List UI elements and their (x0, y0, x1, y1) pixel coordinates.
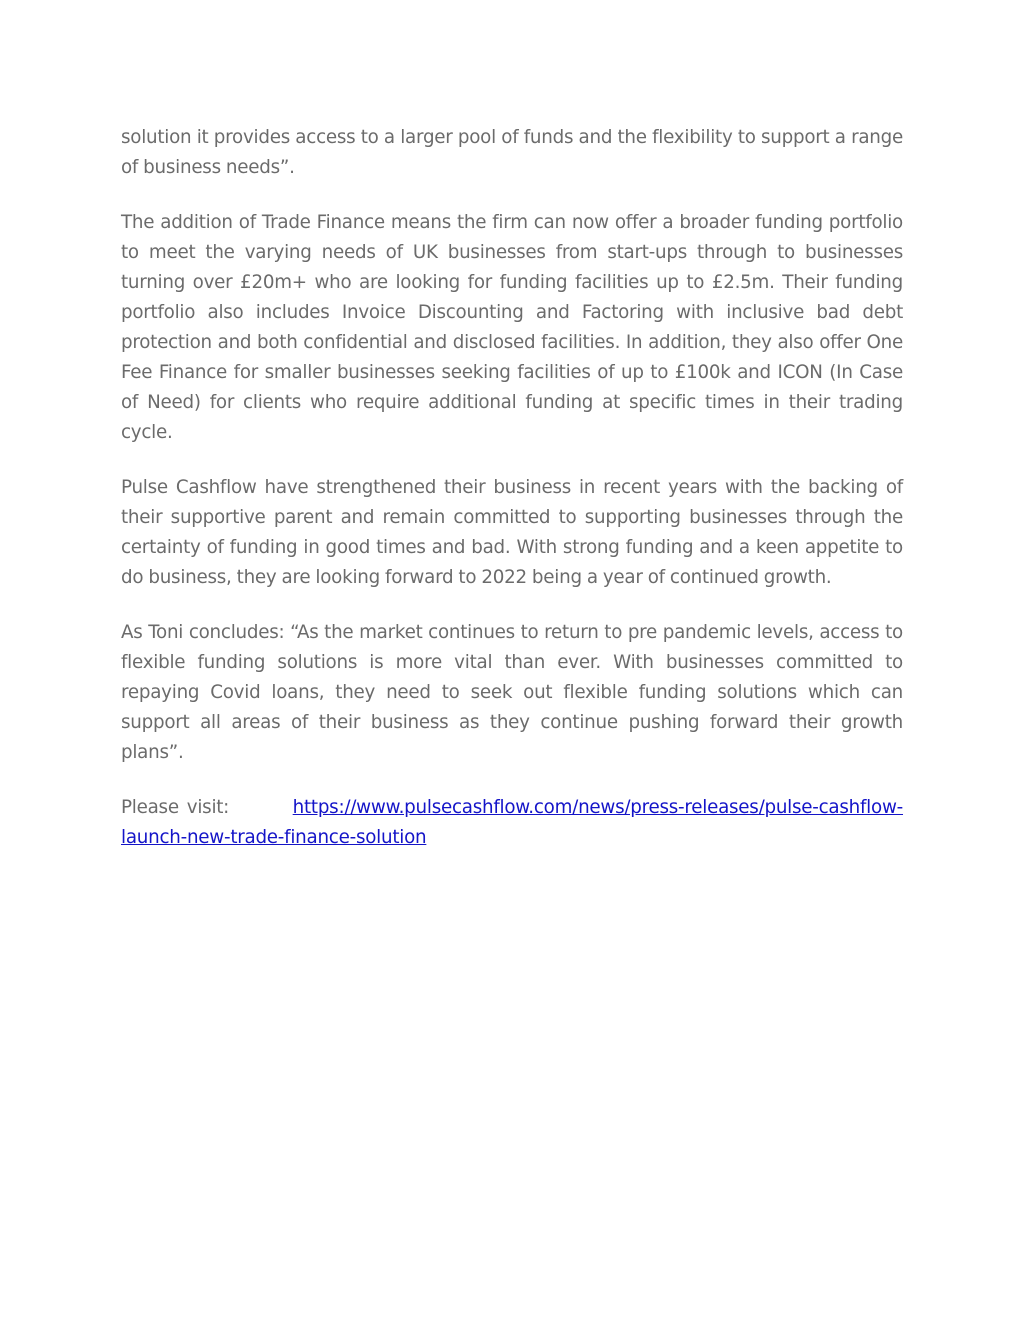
document-body (121, 123, 903, 878)
paragraph-funding-solution: solution it provides access to a larger pool of funds and the flexibility to support a range of business needs”. (121, 127, 903, 178)
paragraph-toni-quote: As Toni concludes: “As the market continues to return to pre pandemic levels, access to flexible funding solutions is more vital than ever. With businesses committed to repaying Covid loans, they need to seek out flexible funding solutions which can support all areas of their business as they continue pushing forward their growth plans”. (121, 622, 903, 763)
visit-label: Please visit: (121, 797, 230, 818)
paragraph-trade-finance: The addition of Trade Finance means the firm can now offer a broader funding portfolio to meet the varying needs of UK businesses from start-ups through to businesses turning over £20m+ who are looking for funding facilities up to £2.5m. Their funding portfolio also includes Invoice Discounting and Factoring with inclusive bad debt protection and both confidential and disclosed facilities. In addition, they also offer One Fee Finance for smaller businesses seeking facilities of up to £100k and ICON (In Case of Need) for clients who require additional funding at specific times in their trading cycle. (121, 212, 903, 443)
paragraph-visit (121, 793, 903, 853)
press-release-link[interactable]: https://www.pulsecashflow.com/news/press-releases/pulse-cashflow-launch-new-trade-finance-solution (121, 797, 903, 848)
paragraph-company-growth: Pulse Cashflow have strengthened their business in recent years with the backing of their supportive parent and remain committed to supporting businesses through the certainty of funding in good times and bad. With strong funding and a keen appetite to do business, they are looking forward to 2022 being a year of continued growth. (121, 477, 903, 588)
